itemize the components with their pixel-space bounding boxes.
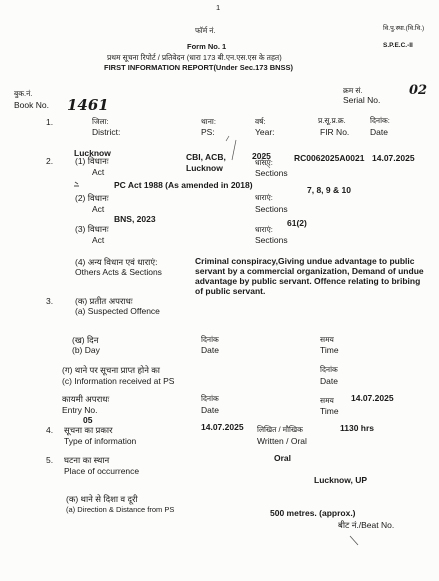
day-date-label: Date — [201, 345, 219, 355]
district-hindi: जिला: — [92, 117, 109, 126]
entry-value: 05 — [83, 415, 93, 425]
info-time-value: 1130 hrs — [340, 423, 375, 433]
place-label: Place of occurrence — [64, 466, 140, 476]
spec-hindi: वि.पु.स्था.(वि.वि.) — [383, 25, 425, 32]
serial-number: 02 — [409, 83, 428, 98]
serial-label: Serial No. — [343, 95, 381, 105]
entry-date-value: 14.07.2025 — [201, 422, 244, 432]
sections2-value: 61(2) — [287, 218, 307, 228]
place-hindi: घटना का स्थान — [64, 455, 110, 465]
ps-hindi: थाना: — [201, 117, 216, 126]
book-number: 1461 — [67, 96, 109, 114]
entry-label: Entry No. — [62, 405, 98, 415]
entry-date-hindi: दिनांक — [201, 394, 219, 403]
other-acts-label: Others Acts & Sections — [75, 267, 162, 277]
date-value: 14.07.2025 — [372, 153, 415, 163]
direction-hindi: (क) थाने से दिशा व दूरी — [66, 494, 138, 504]
form-hindi: फॉर्म नं. — [195, 26, 216, 35]
page-number: 1 — [216, 3, 221, 12]
act1-label: Act — [92, 167, 105, 177]
act3-hindi: (3) विधानः — [75, 224, 109, 234]
sections3-hindi: धाराएं: — [255, 225, 273, 234]
book-label-hindi: बुक.नं. — [14, 89, 33, 98]
book-label: Book No. — [14, 100, 49, 110]
act2-hindi: (2) विधानः — [75, 193, 109, 203]
act1-value: PC Act 1988 (As amended in 2018) — [114, 180, 253, 190]
form-number: Form No. 1 — [187, 42, 227, 51]
act1-hindi: (1) विधानः — [75, 156, 109, 166]
row3-number: 3. — [46, 296, 54, 306]
report-hindi-title: प्रथम सूचना रिपोर्ट / प्रतिवेदन (धारा 173 बी.एन.एस.एस के तहत) — [107, 53, 282, 62]
day-hindi: (ख) दिन — [72, 335, 99, 345]
entry-time-label: Time — [320, 406, 339, 416]
info-date-label: Date — [320, 376, 338, 386]
suspected-offence-hindi: (क) प्रतीत अपराधः — [75, 296, 133, 306]
written-oral-label: Written / Oral — [257, 436, 307, 446]
fir-value: RC0062025A0021 — [294, 153, 365, 163]
year-hindi: वर्ष: — [255, 117, 266, 126]
day-label: (b) Day — [72, 345, 100, 355]
other-acts-hindi: (4) अन्य विधान एवं धाराएं: — [75, 257, 158, 267]
info-type-value: Oral — [274, 453, 292, 463]
row1-number: 1. — [46, 117, 54, 127]
sections2-label: Sections — [255, 204, 288, 214]
info-received-label: (c) Information received at PS — [62, 376, 175, 386]
sections1-value: 7, 8, 9 & 10 — [307, 185, 351, 195]
beat-label: बीट नं./Beat No. — [338, 520, 395, 530]
district-label: District: — [92, 127, 121, 137]
year-label: Year: — [255, 127, 275, 137]
written-oral-hindi: लिखित / मौखिक — [257, 425, 303, 434]
row5-number: 5. — [46, 455, 54, 465]
sections3-label: Sections — [255, 235, 288, 245]
ps-value: CBI, ACB, Lucknow — [186, 152, 226, 173]
day-time-label: Time — [320, 345, 339, 355]
ps-label: PS: — [201, 127, 215, 137]
info-received-hindi: (ग) थाने पर सूचना प्राप्त होने का — [62, 365, 160, 375]
info-date-hindi: दिनांक — [320, 365, 338, 374]
fir-label: FIR No. — [320, 127, 350, 137]
entry-date-label: Date — [201, 405, 219, 415]
district-value: Lucknow — [74, 148, 111, 158]
date-hindi: दिनांक: — [370, 116, 390, 125]
row2-number: 2. — [46, 156, 54, 166]
suspected-offence-label: (a) Suspected Offence — [75, 306, 160, 316]
act2-value: BNS, 2023 — [114, 214, 156, 224]
entry-hindi: कायमी अपराधः — [62, 394, 110, 404]
day-date-hindi: दिनांक — [201, 335, 219, 344]
day-time-hindi: समय — [320, 335, 334, 344]
report-title: FIRST INFORMATION REPORT(Under Sec.173 BNSS) — [104, 63, 294, 72]
serial-label-hindi: क्रम सं. — [343, 86, 363, 95]
entry-time-hindi: समय — [320, 396, 334, 405]
date-label: Date — [370, 127, 388, 137]
row4-number: 4. — [46, 425, 54, 435]
act2-label: Act — [92, 204, 105, 214]
sections2-hindi: धाराएं: — [255, 193, 273, 202]
info-type-hindi: सूचना का प्रकार — [64, 425, 113, 435]
entry-time-value: 14.07.2025 — [351, 393, 394, 403]
act3-label: Act — [92, 235, 105, 245]
distance-value: 500 metres. (approx.) — [270, 508, 356, 518]
sections1-hindi: धाराएं: — [255, 158, 273, 167]
info-type-label: Type of information — [64, 436, 137, 446]
year-value: 2025 — [252, 151, 271, 161]
other-acts-value: Criminal conspiracy,Giving undue advantage to public servant by a commercial organization, Demand of undue advantage by public servant. Offence relating to bribing of public servant. — [195, 256, 424, 296]
place-value: Lucknow, UP — [314, 475, 368, 485]
direction-label: (a) Direction & Distance from PS — [66, 505, 175, 514]
fir-hindi: प्र.सू.प्र.क्र. — [318, 116, 346, 125]
sections1-label: Sections — [255, 168, 288, 178]
spec-code: S.P.E.C.-II — [383, 42, 413, 49]
